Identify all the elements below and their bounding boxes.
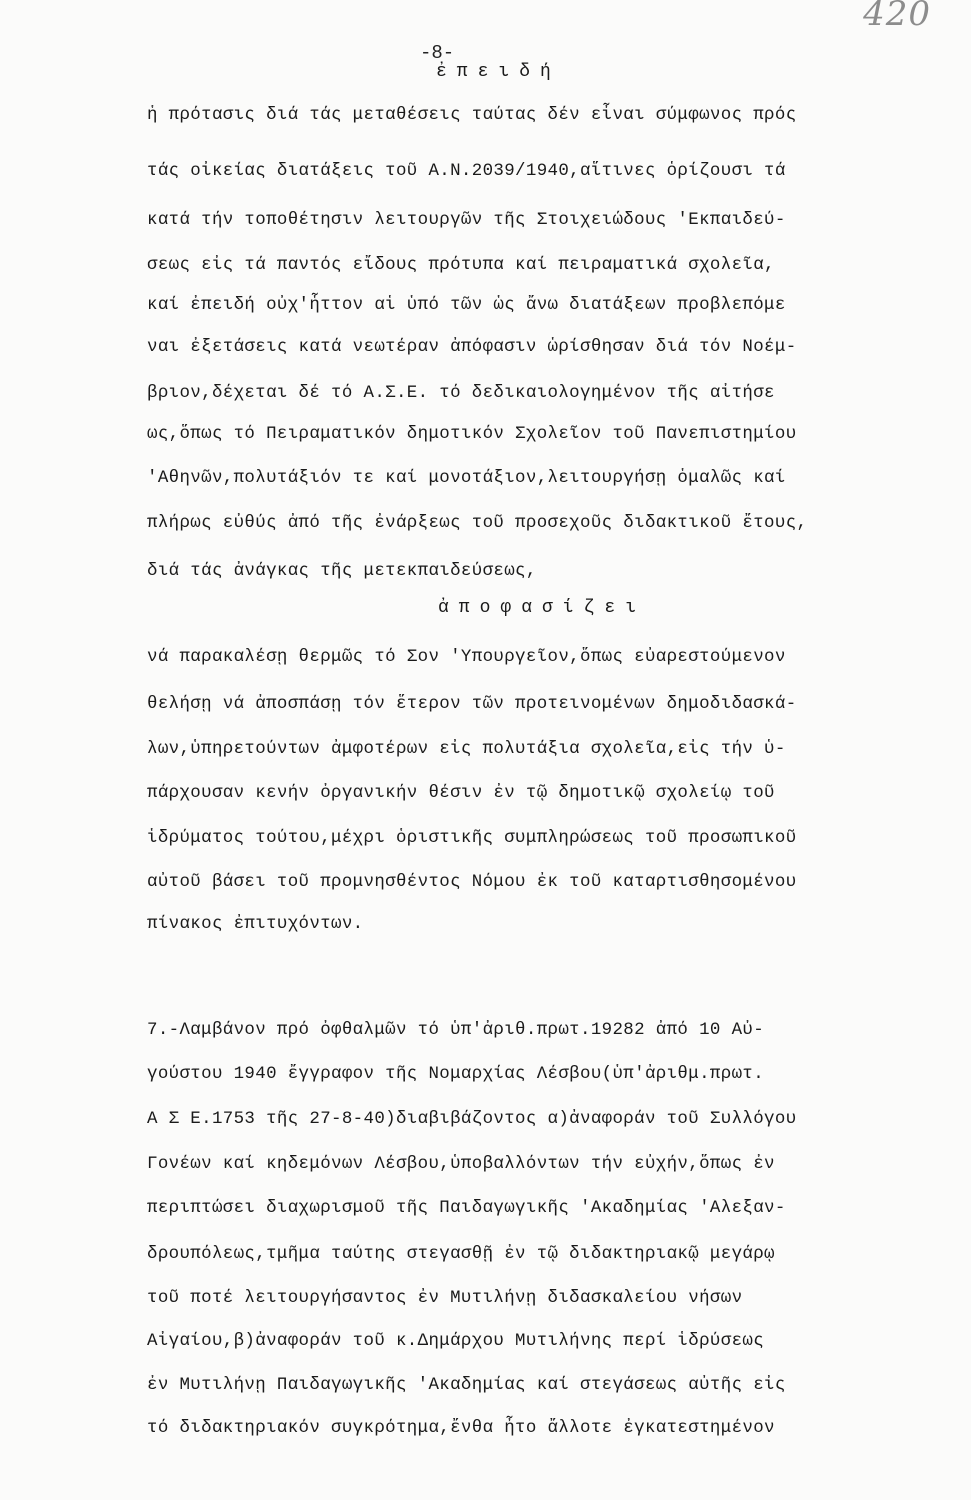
- text-line: ως,ὅπως τό Πειραματικόν δημοτικόν Σχολεῖον τοῦ Πανεπιστημίου: [147, 424, 797, 444]
- text-line: ναι ἐξετάσεις κατά νεωτέραν ἀπόφασιν ὡρίσθησαν διά τόν Νοέμ-: [147, 337, 797, 357]
- text-line: θελήσῃ νά ἀποσπάσῃ τόν ἕτερον τῶν προτεινομένων δημοδιδασκά-: [147, 694, 797, 714]
- text-line: διά τάς ἀνάγκας τῆς μετεκπαιδεύσεως,: [147, 561, 537, 581]
- text-line: τοῦ ποτέ λειτουργήσαντος ἐν Μυτιλήνῃ διδασκαλείου νήσων: [147, 1288, 743, 1308]
- page-number: -8-: [420, 42, 455, 64]
- text-line: Αἰγαίου,β)ἀναφοράν τοῦ κ.Δημάρχου Μυτιλήνης περί ἱδρύσεως: [147, 1331, 765, 1351]
- heading-epeidi: ἐπειδή: [436, 62, 561, 82]
- text-line: δρουπόλεως,τμῆμα ταύτης στεγασθῇ ἐν τῷ διδακτηριακῷ μεγάρῳ: [147, 1244, 775, 1264]
- text-line: σεως εἰς τά παντός εἴδους πρότυπα καί πειραματικά σχολεῖα,: [147, 255, 775, 275]
- text-line: ἱδρύματος τούτου,μέχρι ὁριστικῆς συμπληρώσεως τοῦ προσωπικοῦ: [147, 828, 797, 848]
- text-line: νά παρακαλέσῃ θερμῶς τό Σον 'Υπουργεῖον,ὅπως εὐαρεστούμενον: [147, 647, 786, 667]
- text-line: περιπτώσει διαχωρισμοῦ τῆς Παιδαγωγικῆς 'Ακαδημίας 'Αλεξαν-: [147, 1198, 786, 1218]
- text-line: 'Αθηνῶν,πολυτάξιόν τε καί μονοτάξιον,λειτουργήσῃ ὁμαλῶς καί: [147, 468, 786, 488]
- text-line: Γονέων καί κηδεμόνων Λέσβου,ὑποβαλλόντων τήν εὐχήν,ὅπως ἐν: [147, 1154, 775, 1174]
- heading-apofasizei: ἀποφασίζει: [438, 598, 647, 618]
- text-line: 7.-Λαμβάνον πρό ὀφθαλμῶν τό ὑπ'ἀριθ.πρωτ.19282 ἀπό 10 Αὐ-: [147, 1020, 765, 1040]
- text-line: ἐν Μυτιλήνῃ Παιδαγωγικῆς 'Ακαδημίας καί στεγάσεως αὐτῆς εἰς: [147, 1375, 786, 1395]
- text-line: κατά τήν τοποθέτησιν λειτουργῶν τῆς Στοιχειώδους 'Εκπαιδεύ-: [147, 210, 786, 230]
- text-line: πλήρως εὐθύς ἀπό τῆς ἐνάρξεως τοῦ προσεχοῦς διδακτικοῦ ἔτους,: [147, 513, 808, 533]
- text-line: βριον,δέχεται δέ τό Α.Σ.Ε. τό δεδικαιολογημένον τῆς αἰτήσε: [147, 383, 775, 403]
- text-line: πάρχουσαν κενήν ὀργανικήν θέσιν ἐν τῷ δημοτικῷ σχολείῳ τοῦ: [147, 783, 775, 803]
- text-line: λων,ὑπηρετούντων ἀμφοτέρων εἰς πολυτάξια σχολεῖα,εἰς τήν ὑ-: [147, 739, 786, 759]
- text-line: ἡ πρότασις διά τάς μεταθέσεις ταύτας δέν εἶναι σύμφωνος πρός: [147, 105, 797, 125]
- text-line: πίνακος ἐπιτυχόντων.: [147, 914, 364, 934]
- handwritten-page-annotation: 420: [863, 0, 931, 34]
- text-line: τό διδακτηριακόν συγκρότημα,ἔνθα ἦτο ἄλλοτε ἐγκατεστημένον: [147, 1418, 775, 1438]
- text-line: Α Σ Ε.1753 τῆς 27-8-40)διαβιβάζοντος α)ἀναφοράν τοῦ Συλλόγου: [147, 1109, 797, 1129]
- text-line: καί ἐπειδή οὐχ'ἧττον αἱ ὑπό τῶν ὡς ἄνω διατάξεων προβλεπόμε: [147, 295, 786, 315]
- text-line: γούστου 1940 ἔγγραφον τῆς Νομαρχίας Λέσβου(ὑπ'ἀριθμ.πρωτ.: [147, 1064, 765, 1084]
- text-line: αὐτοῦ βάσει τοῦ προμνησθέντος Νόμου ἐκ τοῦ καταρτισθησομένου: [147, 872, 797, 892]
- text-line: τάς οἰκείας διατάξεις τοῦ Α.Ν.2039/1940,αἵτινες ὁρίζουσι τά: [147, 161, 786, 181]
